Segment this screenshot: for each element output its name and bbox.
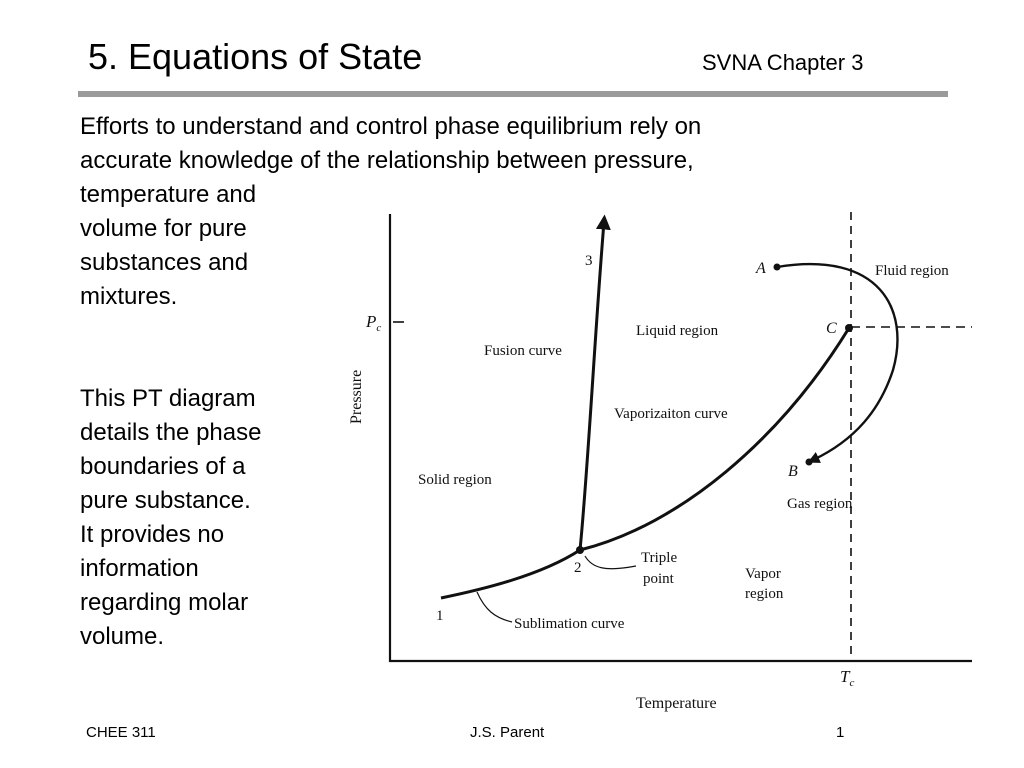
intro-line: volume for pure: [80, 215, 247, 242]
x-axis-label: Temperature: [636, 695, 717, 712]
y-axis-label: Pressure: [348, 369, 365, 424]
triple-point-label-line2: point: [643, 571, 674, 587]
gas-region-label: Gas region: [787, 496, 853, 512]
critical-point-marker: [845, 324, 853, 332]
footer-author: J.S. Parent: [470, 724, 545, 741]
pc-label: [365, 312, 381, 334]
pc-label-sub: c: [376, 322, 382, 334]
fusion-curve-label: Fusion curve: [484, 343, 562, 359]
fluid-region-label: Fluid region: [875, 263, 949, 279]
tc-label-main: T: [840, 667, 850, 686]
tc-label: [840, 667, 854, 689]
vapor-region-label-line1: Vapor: [745, 566, 781, 582]
sublimation-curve: [441, 550, 580, 598]
intro-line: temperature and: [80, 181, 257, 208]
fusion-curve: [580, 222, 604, 550]
liquid-region-label: Liquid region: [636, 323, 719, 339]
solid-region-label: Solid region: [418, 472, 492, 488]
description-line: volume.: [80, 623, 165, 650]
pc-label-main: P: [366, 312, 377, 331]
point-c-label: C: [826, 320, 837, 337]
vaporization-curve-label: Vaporizaiton curve: [614, 406, 728, 422]
description-line: regarding molar: [80, 589, 249, 616]
intro-line: accurate knowledge of the relationship between pressure,: [80, 147, 694, 174]
description-line: information: [80, 555, 199, 582]
supercritical-path: [777, 264, 897, 460]
triple-point-marker: [576, 546, 584, 554]
point-3-label: 3: [585, 253, 593, 269]
triple-point-leader: [585, 556, 636, 569]
point-b-marker: [806, 459, 813, 466]
point-2-label: 2: [574, 560, 582, 576]
intro-line: Efforts to understand and control phase equilibrium rely on: [80, 113, 702, 140]
sublimation-leader: [477, 592, 512, 622]
point-a-label: A: [756, 260, 766, 277]
sublimation-curve-label: Sublimation curve: [514, 616, 625, 632]
point-b-label: B: [788, 463, 798, 480]
vapor-region-label-line2: region: [745, 586, 784, 602]
point-1-label: 1: [436, 608, 444, 624]
footer-page-number: 1: [836, 724, 845, 741]
vaporization-curve: [580, 328, 849, 550]
description-line: boundaries of a: [80, 453, 246, 480]
point-a-marker: [774, 264, 781, 271]
slide-subtitle: SVNA Chapter 3: [702, 50, 864, 75]
description-line: pure substance.: [80, 487, 251, 514]
description-line: details the phase: [80, 419, 262, 446]
intro-line: mixtures.: [80, 283, 178, 310]
footer-course: CHEE 311: [86, 724, 156, 741]
description-line: This PT diagram: [80, 385, 256, 412]
intro-line: substances and: [80, 249, 249, 276]
description-line: It provides no: [80, 521, 225, 548]
triple-point-label-line1: Triple: [641, 550, 678, 566]
tc-label-sub: c: [849, 677, 855, 689]
slide-title: 5. Equations of State: [88, 36, 423, 77]
